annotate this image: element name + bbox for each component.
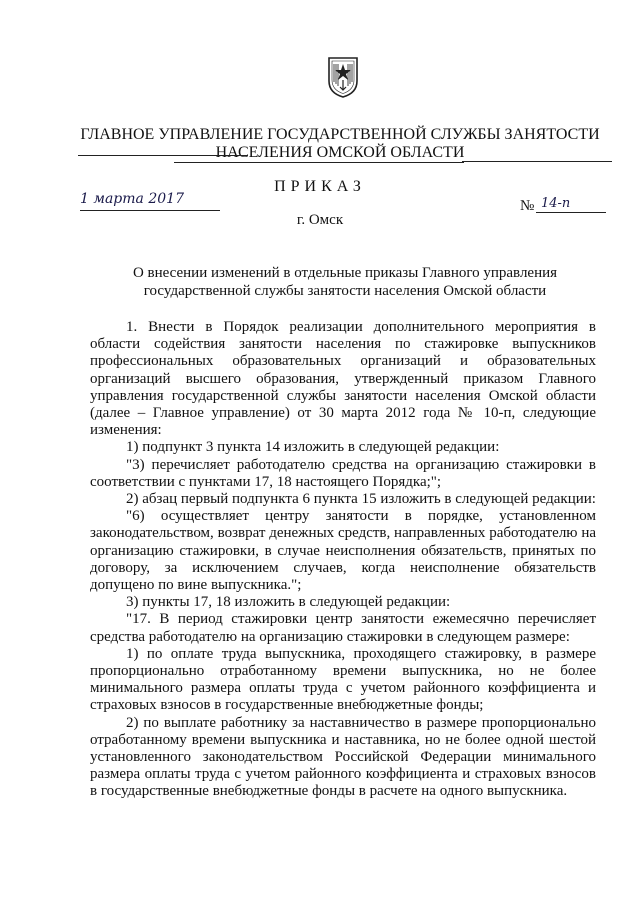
paragraph: 2) по выплате работнику за наставничество в размере пропорционально отработанному времени выпускника и наставника, но не более одной шестой установленного законодательством Российской Федерации минимального размера оплаты труда с учетом районного коэффициента и страховых взносов в государственные внебюджетные фонды в расчете на одного выпускника. xyxy=(90,714,596,800)
paragraph: "17. В период стажировки центр занятости ежемесячно перечисляет средства работодателю на организацию стажировки в следующем размере: xyxy=(90,611,596,645)
document-type-title: ПРИКАЗ xyxy=(274,178,366,195)
paragraph: "6) осуществляет центру занятости в порядке, установленном законодательством, возврат денежных средств, направленных работодателю на организацию стажировки, в случае неисполнения обязательств, принятых по договору, за исключением случаев, когда неисполнение обязательств допущено по вине выпускника."; xyxy=(90,508,596,594)
document-subject xyxy=(110,264,580,300)
paragraph: 3) пункты 17, 18 изложить в следующей редакции: xyxy=(126,594,451,611)
paragraph: "3) перечисляет работодателю средства на организацию стажировки в соответствии с пунктами 17, 18 настоящего Порядка;"; xyxy=(90,456,596,490)
paragraph: 2) абзац первый подпункта 6 пункта 15 изложить в следующей редакции: xyxy=(126,491,596,508)
city-line: г. Омск xyxy=(296,212,344,228)
subject-line2: государственной службы занятости населения Омской области xyxy=(143,283,547,299)
header-rule-center xyxy=(174,162,464,163)
paragraph: 1) подпункт 3 пункта 14 изложить в следующей редакции: xyxy=(126,439,500,456)
document-body xyxy=(90,319,596,801)
omsk-coat-of-arms-icon xyxy=(326,55,360,99)
number-sign: № xyxy=(520,198,535,214)
organization-name-line1: ГЛАВНОЕ УПРАВЛЕНИЕ ГОСУДАРСТВЕННОЙ СЛУЖБЫ ЗАНЯТОСТИ xyxy=(80,126,600,143)
organization-name-line2: НАСЕЛЕНИЯ ОМСКОЙ ОБЛАСТИ xyxy=(215,144,465,161)
header-rule-right xyxy=(462,161,612,162)
subject-line1: О внесении изменений в отдельные приказы Главного управления xyxy=(132,265,558,281)
handwritten-date: 1 марта 2017 xyxy=(80,191,184,207)
header-rule-left xyxy=(78,155,248,156)
date-underline xyxy=(80,210,220,211)
handwritten-number: 14-п xyxy=(541,196,571,211)
paragraph: 1. Внести в Порядок реализации дополнительного мероприятия в области содействия занятости населения по стажировке выпускников профессиональных образовательных организаций и образовательных организаций высшего образования, утвержденный приказом Главного управления государственной службы занятости населения Омской области (далее – Главное управление) от 30 марта 2012 года № 10-п, следующие изменения: xyxy=(90,319,596,439)
paragraph: 1) по оплате труда выпускника, проходящего стажировку, в размере пропорционально отработанному времени выпускника, но не более минимального размера оплаты труда с учетом районного коэффициента и страховых взносов в государственные внебюджетные фонды; xyxy=(90,645,596,714)
